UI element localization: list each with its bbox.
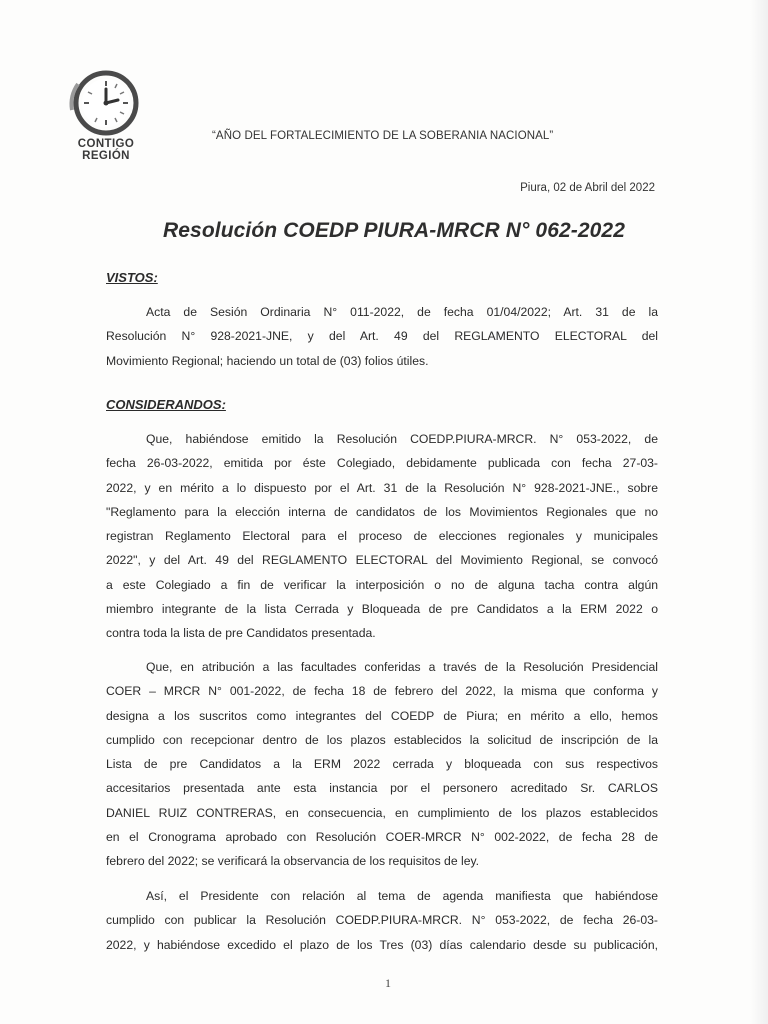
considerandos-paragraph-3 bbox=[106, 884, 658, 957]
text-line: Acta de Sesión Ordinaria N° 011-2022, de fecha 01/04/2022; Art. 31 de la bbox=[146, 305, 658, 319]
text-line: a este Colegiado a fin de verificar la interposición o no de alguna tacha contra algún bbox=[106, 577, 658, 592]
resolution-title: Resolución COEDP PIURA-MRCR N° 062-2022 bbox=[163, 219, 625, 242]
place-date: Piura, 02 de Abril del 2022 bbox=[520, 182, 655, 194]
text-line: miembro integrante de la lista Cerrada y Bloqueada de pre Candidatos a la ERM 2022 o bbox=[106, 602, 658, 617]
text-line: Resolución N° 928-2021-JNE, y del Art. 49 del REGLAMENTO ELECTORAL del bbox=[106, 329, 658, 344]
text-line: Lista de pre Candidatos a la ERM 2022 cerrada y bloqueada con sus respectivos bbox=[106, 757, 658, 772]
text-line: fecha 26-03-2022, emitida por éste Colegiado, debidamente publicada con fecha 27-03- bbox=[106, 456, 658, 471]
vistos-paragraph bbox=[106, 300, 658, 373]
text-line: en el Cronograma aprobado con Resolución COER-MRCR N° 002-2022, de fecha 28 de bbox=[106, 830, 658, 845]
text-line: 2022, y en mérito a lo dispuesto por el Art. 31 de la Resolución N° 928-2021-JNE., sobre bbox=[106, 480, 658, 495]
logo-text-line1: CONTIGO bbox=[77, 138, 135, 150]
text-line: febrero del 2022; se verificará la observancia de los requisitos de ley. bbox=[106, 854, 480, 869]
text-line: 2022", y del Art. 49 del REGLAMENTO ELECTORAL del Movimiento Regional, se convocó bbox=[106, 553, 658, 568]
year-motto: “AÑO DEL FORTALECIMIENTO DE LA SOBERANIA NACIONAL” bbox=[212, 130, 554, 142]
clock-icon bbox=[58, 70, 154, 136]
considerandos-heading: CONSIDERANDOS: bbox=[106, 397, 226, 412]
text-line: COER – MRCR N° 001-2022, de fecha 18 de febrero del 2022, la misma que conforma y bbox=[106, 684, 658, 699]
vistos-heading: VISTOS: bbox=[106, 270, 158, 285]
text-line: "Reglamento para la elección interna de candidatos de los Movimientos Regionales que no bbox=[106, 504, 658, 519]
text-line: 2022, y habiéndose excedido el plazo de los Tres (03) días calendario desde su publicación, bbox=[106, 937, 658, 952]
logo-text-line2: REGIÓN bbox=[82, 150, 130, 162]
text-line: cumplido con publicar la Resolución COEDP.PIURA-MRCR. N° 053-2022, de fecha 26-03- bbox=[106, 913, 658, 928]
scan-edge-shadow bbox=[750, 0, 768, 1024]
page-number: 1 bbox=[385, 976, 391, 990]
text-line: Que, habiéndose emitido la Resolución COEDP.PIURA-MRCR. N° 053-2022, de bbox=[146, 432, 658, 446]
contigo-region-logo bbox=[58, 70, 154, 170]
text-line: contra toda la lista de pre Candidatos presentada. bbox=[106, 626, 376, 641]
logo-wordmark bbox=[58, 138, 154, 162]
text-line: DANIEL RUIZ CONTRERAS, en consecuencia, en cumplimiento de los plazos establecidos bbox=[106, 805, 658, 820]
considerandos-paragraph-1 bbox=[106, 427, 658, 646]
text-line: registran Reglamento Electoral para el proceso de elecciones regionales y municipales bbox=[106, 529, 658, 544]
text-line: Movimiento Regional; haciendo un total de (03) folios útiles. bbox=[106, 353, 429, 368]
text-line: cumplido con recepcionar dentro de los plazos establecidos la solicitud de inscripción de la bbox=[106, 732, 658, 747]
text-line: designa a los suscritos como integrantes del COEDP de Piura; en mérito a ello, hemos bbox=[106, 708, 658, 723]
text-line: accesitarios presentada ante esta instancia por el personero acreditado Sr. CARLOS bbox=[106, 781, 658, 796]
text-line: Así, el Presidente con relación al tema de agenda manifiesta que habiéndose bbox=[146, 889, 658, 903]
text-line: Que, en atribución a las facultades conferidas a través de la Resolución Presidencial bbox=[146, 660, 658, 674]
considerandos-paragraph-2 bbox=[106, 655, 658, 874]
